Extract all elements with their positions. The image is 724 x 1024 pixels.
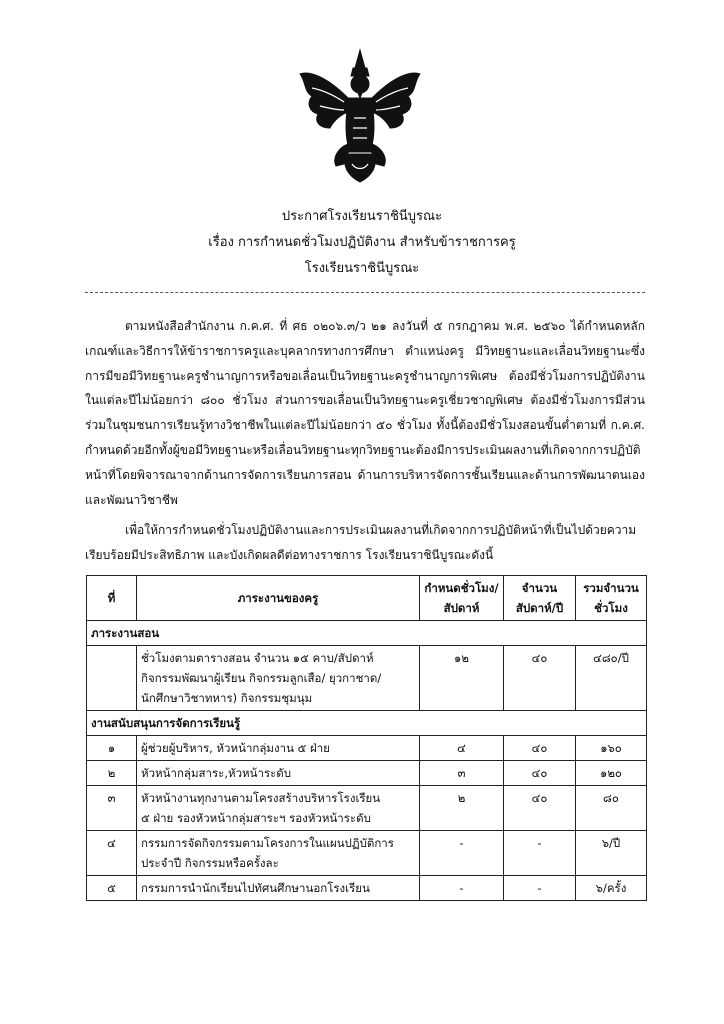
section-row-support: [87, 711, 647, 736]
section-teaching-label: ภาระงานสอน: [87, 621, 647, 646]
row-weeks: -: [504, 831, 576, 876]
announcement-subject: เรื่อง การกำหนดชั่วโมงปฏิบัติงาน สำหรับข้าราชการครู: [208, 235, 516, 250]
row-weeks: ๔๐: [504, 646, 576, 711]
header-total-line1: รวมจำนวน: [583, 581, 639, 595]
header-hours-line2: สัปดาห์: [443, 601, 480, 615]
row-hours: ๑๒: [420, 646, 504, 711]
table-header-row: [87, 576, 647, 621]
header-hours-line1: กำหนดชั่วโมง/: [424, 581, 499, 595]
row-task-line1: ชั่วโมงตามตารางสอน จำนวน ๑๕ คาบ/สัปดาห์: [141, 651, 374, 665]
row-no: ๓: [87, 786, 137, 831]
row-task: [137, 831, 420, 876]
row-no: [87, 646, 137, 711]
row-task-line2: ประจำปี กิจกรรมหรือครั้งละ: [141, 856, 279, 870]
header-weeks-line2: สัปดาห์/ปี: [515, 601, 564, 615]
row-weeks: ๔๐: [504, 761, 576, 786]
row-hours: ๔: [420, 736, 504, 761]
table-row: [87, 736, 647, 761]
row-task-line3: นักศึกษาวิชาทหาร) กิจกรรมชุมนุม: [141, 691, 313, 705]
header-no: ที่: [87, 576, 137, 621]
row-total: ๑๒๐: [576, 761, 647, 786]
workload-table: [86, 575, 647, 901]
row-task-line2: กิจกรรมพัฒนาผู้เรียน กิจกรรมลูกเสือ/ ยุวกาชาด/: [141, 671, 382, 685]
row-weeks: ๔๐: [504, 736, 576, 761]
table-row: [87, 876, 647, 901]
table-row: [87, 646, 647, 711]
section-support-label: งานสนับสนุนการจัดการเรียนรู้: [87, 711, 647, 736]
row-task: [137, 646, 420, 711]
row-task: กรรมการนำนักเรียนไปทัศนศึกษานอกโรงเรียน: [137, 876, 420, 901]
body-paragraph-2: เพื่อให้การกำหนดชั่วโมงปฏิบัติงานและการประเมินผลงานที่เกิดจากการปฏิบัติหน้าที่เป็นไปด้วยความเรียบร้อยมีประสิทธิภาพ และบังเกิดผลดีต่อทางราชการ โรงเรียนราชินีบูรณะดังนี้: [85, 523, 637, 562]
row-no: ๕: [87, 876, 137, 901]
table-row: [87, 761, 647, 786]
row-total: ๘๐: [576, 786, 647, 831]
row-total: ๑๖๐: [576, 736, 647, 761]
table-row: [87, 786, 647, 831]
header-task: ภาระงานของครู: [137, 576, 420, 621]
school-name: โรงเรียนราชินีบูรณะ: [304, 261, 420, 276]
header-total-line2: ชั่วโมง: [594, 601, 628, 615]
row-task: [137, 786, 420, 831]
row-total: ๖/ปี: [576, 831, 647, 876]
row-no: ๒: [87, 761, 137, 786]
header-total: [576, 576, 647, 621]
row-hours: -: [420, 831, 504, 876]
row-hours: ๓: [420, 761, 504, 786]
row-no: ๑: [87, 736, 137, 761]
row-total: ๖/ครั้ง: [576, 876, 647, 901]
garuda-emblem-icon: [298, 48, 422, 183]
header-weeks: [504, 576, 576, 621]
row-task: ผู้ช่วยผู้บริหาร, หัวหน้ากลุ่มงาน ๕ ฝ่าย: [137, 736, 420, 761]
header-hours: [420, 576, 504, 621]
row-task: หัวหน้ากลุ่มสาระ,หัวหน้าระดับ: [137, 761, 420, 786]
dashed-divider: [85, 292, 645, 293]
row-no: ๔: [87, 831, 137, 876]
row-task-line2: ๕ ฝ่าย รองหัวหน้ากลุ่มสาระฯ รองหัวหน้าระดับ: [141, 811, 371, 825]
row-task-line1: กรรมการจัดกิจกรรมตามโครงการในแผนปฏิบัติการ: [141, 836, 394, 850]
row-hours: -: [420, 876, 504, 901]
announcement-title: ประกาศโรงเรียนราชินีบูรณะ: [281, 209, 443, 224]
section-row-teaching: [87, 621, 647, 646]
row-weeks: -: [504, 876, 576, 901]
body-paragraph-1: ตามหนังสือสำนักงาน ก.ค.ศ. ที่ ศธ ๐๒๐๖.๓/ว ๒๑ ลงวันที่ ๕ กรกฎาคม พ.ศ. ๒๕๖๐ ได้กำหนดหลักเกณฑ์และวิธีการให้ข้าราชการครูและบุคลากรทางการศึกษา ตำแหน่งครู มีวิทยฐานะและเลื่อนวิทยฐานะซึ่งการมีขอมีวิทยฐานะครูชำนาญการหรือขอเลื่อนเป็นวิทยฐานะครูชำนาญการพิเศษ ต้องมีชั่วโมงการปฏิบัติงานในแต่ละปีไม่น้อยกว่า ๘๐๐ ชั่วโมง ส่วนการขอเลื่อนเป็นวิทยฐานะครูเชี่ยวชาญพิเศษ ต้องมีชั่วโมงการมีส่วนร่วมในชุมชนการเรียนรู้ทางวิชาชีพในแต่ละปีไม่น้อยกว่า ๕๐ ชั่วโมง ทั้งนี้ต้องมีชั่วโมงสอนขั้นต่ำตามที่ ก.ค.ศ. กำหนดด้วยอีกทั้งผู้ขอมีวิทยฐานะหรือเลื่อนวิทยฐานะทุกวิทยฐานะต้องมีการประเมินผลงานที่เกิดจากการปฏิบัติหน้าที่โดยพิจารณาจากด้านการจัดการเรียนการสอน ด้านการบริหารจัดการชั้นเรียนและด้านการพัฒนาตนเอง และพัฒนาวิชาชีพ: [85, 319, 645, 507]
header-weeks-line1: จำนวน: [521, 581, 558, 595]
row-task-line1: หัวหน้างานทุกงานตามโครงสร้างบริหารโรงเรียน: [141, 791, 381, 805]
row-hours: ๒: [420, 786, 504, 831]
table-row: [87, 831, 647, 876]
row-weeks: ๔๐: [504, 786, 576, 831]
row-total: ๔๘๐/ปี: [576, 646, 647, 711]
